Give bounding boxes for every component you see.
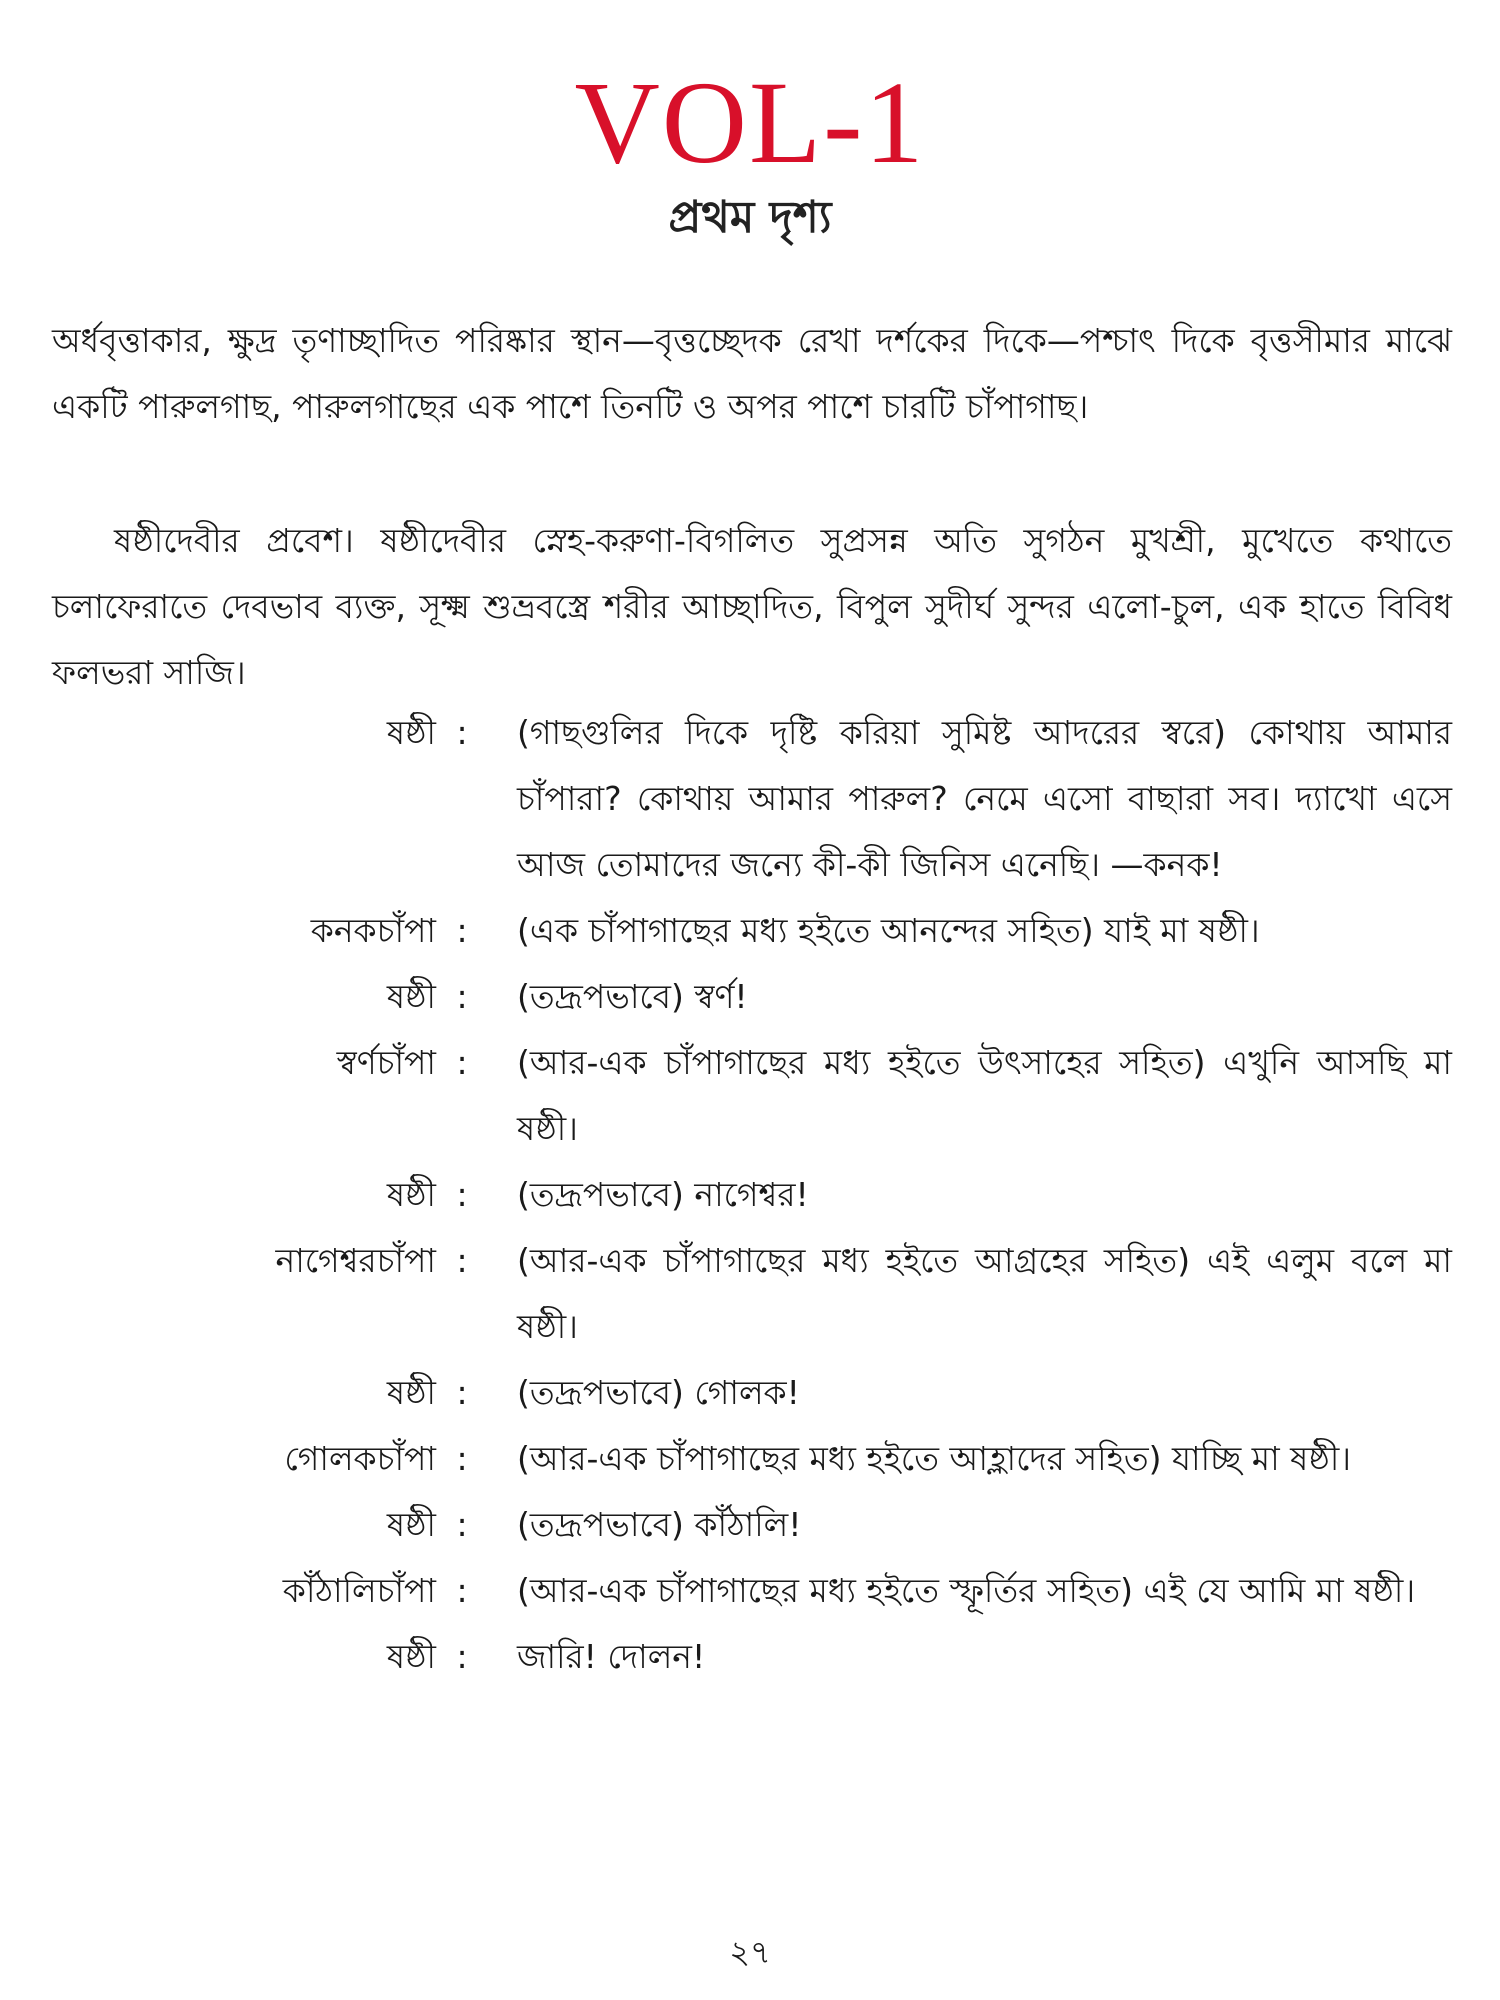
speech-text: (তদ্রূপভাবে) স্বর্ণ! <box>517 977 748 1016</box>
speech-text: (তদ্রূপভাবে) গোলক! <box>517 1373 800 1412</box>
speaker-name: গোলকচাঁপা <box>284 1439 436 1478</box>
speaker-separator: : <box>456 1373 468 1412</box>
speaker-name: ষষ্ঠী <box>386 713 436 752</box>
speaker-name: স্বর্ণচাঁপা <box>336 1043 436 1082</box>
dialogue-line <box>0 1558 1500 1624</box>
speaker-name: ষষ্ঠী <box>386 1175 436 1214</box>
stage-direction-entry: ষষ্ঠীদেবীর প্রবেশ। ষষ্ঠীদেবীর স্নেহ-করুণা-বিগলিত সুপ্রসন্ন অতি সুগঠন মুখশ্রী, মুখেতে কথাতে চলাফেরাতে দেবভাব ব্যক্ত, সূক্ষ্ম শুভ্রবস্ত্রে শরীর আচ্ছাদিত, বিপুল সুদীর্ঘ সুন্দর এলো-চুল, এক হাতে বিবিধ ফলভরা সাজি। <box>52 521 1452 692</box>
speaker-name: কনকচাঁপা <box>310 911 436 950</box>
speech-text: (এক চাঁপাগাছের মধ্য হইতে আনন্দের সহিত) যাই মা ষষ্ঠী। <box>517 911 1260 950</box>
dialogue-line <box>0 1162 1500 1228</box>
speaker-separator: : <box>456 1043 468 1082</box>
page-number: ২৭ <box>729 1933 771 1971</box>
speaker-separator: : <box>456 1175 468 1214</box>
speaker-separator: : <box>456 1637 468 1676</box>
dialogue-list <box>0 700 1500 1690</box>
stage-direction-setting: অর্ধবৃত্তাকার, ক্ষুদ্র তৃণাচ্ছাদিত পরিষ্কার স্থান—বৃত্তচ্ছেদক রেখা দর্শকের দিকে—পশ্চাৎ দিকে বৃত্তসীমার মাঝে একটি পারুলগাছ, পারুলগাছের এক পাশে তিনটি ও অপর পাশে চারটি চাঁপাগাছ। <box>52 321 1452 426</box>
speaker-name: নাগেশ্বরচাঁপা <box>275 1241 436 1280</box>
speech-text: (গাছগুলির দিকে দৃষ্টি করিয়া সুমিষ্ট আদরের স্বরে) কোথায় আমার চাঁপারা? কোথায় আমার পারুল? নেমে এসো বাছারা সব। দ্যাখো এসে আজ তোমাদের জন্যে কী-কী জিনিস এনেছি। —কনক! <box>517 713 1452 884</box>
speaker-separator: : <box>456 911 468 950</box>
speech-text: (তদ্রূপভাবে) নাগেশ্বর! <box>517 1175 809 1214</box>
speaker-name: ষষ্ঠী <box>386 1373 436 1412</box>
speaker-separator: : <box>456 1571 468 1610</box>
speaker-separator: : <box>456 713 468 752</box>
dialogue-line <box>0 898 1500 964</box>
dialogue-line <box>0 1360 1500 1426</box>
speaker-separator: : <box>456 1241 468 1280</box>
speaker-name: ষষ্ঠী <box>386 1637 436 1676</box>
speech-text: (তদ্রূপভাবে) কাঁঠালি! <box>517 1505 802 1544</box>
speaker-separator: : <box>456 1439 468 1478</box>
speech-text: (আর-এক চাঁপাগাছের মধ্য হইতে আহ্লাদের সহিত) যাচ্ছি মা ষষ্ঠী। <box>517 1439 1352 1478</box>
dialogue-line <box>0 1492 1500 1558</box>
dialogue-line <box>0 1030 1500 1162</box>
speaker-name: ষষ্ঠী <box>386 1505 436 1544</box>
dialogue-line <box>0 1228 1500 1360</box>
dialogue-line <box>0 700 1500 898</box>
speech-text: (আর-এক চাঁপাগাছের মধ্য হইতে আগ্রহের সহিত) এই এলুম বলে মা ষষ্ঠী। <box>517 1241 1452 1346</box>
speech-text: (আর-এক চাঁপাগাছের মধ্য হইতে উৎসাহের সহিত) এখুনি আসছি মা ষষ্ঠী। <box>517 1043 1452 1148</box>
speech-text: জারি! দোলন! <box>517 1637 706 1676</box>
speaker-name: কাঁঠালিচাঁপা <box>282 1571 436 1610</box>
scene-title: প্রথম দৃশ্য <box>668 192 832 243</box>
speaker-separator: : <box>456 977 468 1016</box>
volume-title: VOL-1 <box>574 57 926 188</box>
speech-text: (আর-এক চাঁপাগাছের মধ্য হইতে স্ফূর্তির সহিত) এই যে আমি মা ষষ্ঠী। <box>517 1571 1416 1610</box>
dialogue-line <box>0 1426 1500 1492</box>
speaker-separator: : <box>456 1505 468 1544</box>
speaker-name: ষষ্ঠী <box>386 977 436 1016</box>
dialogue-line <box>0 1624 1500 1690</box>
dialogue-line <box>0 964 1500 1030</box>
